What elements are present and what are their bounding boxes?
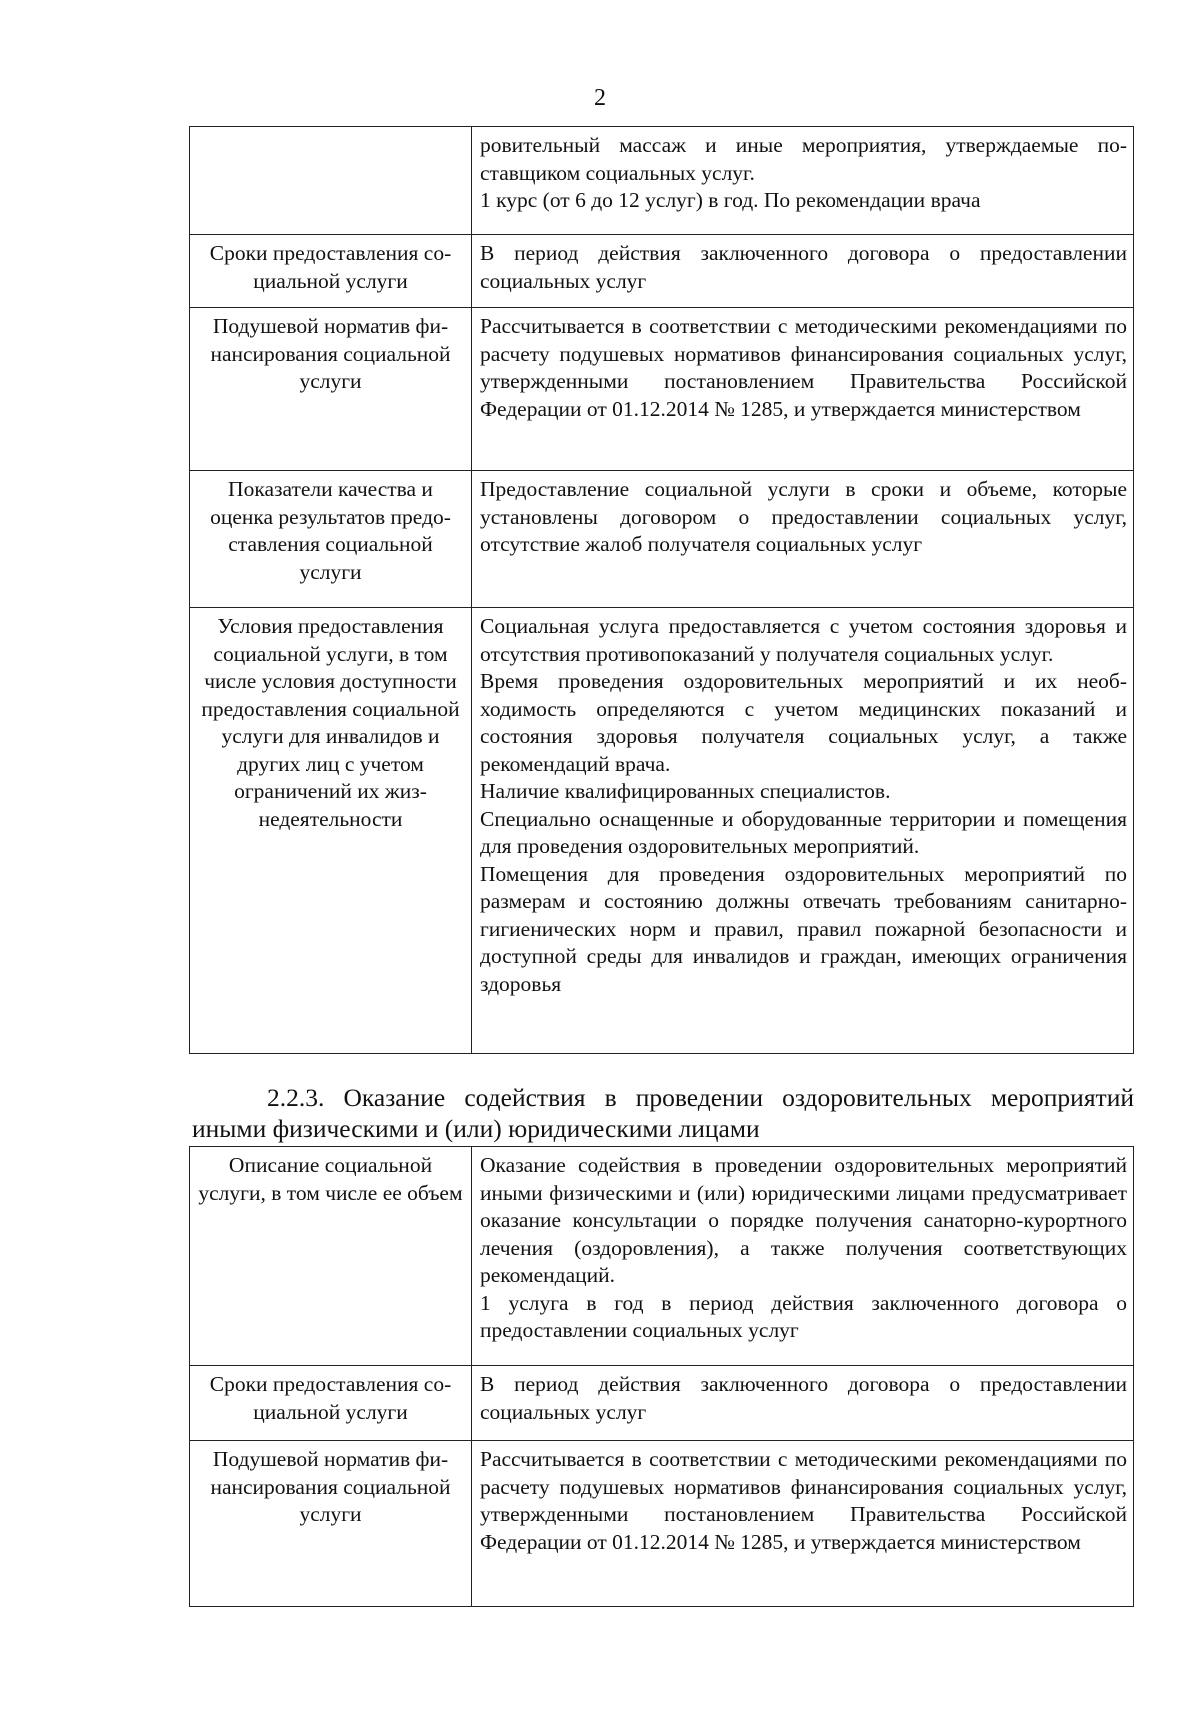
row-label: [190, 127, 472, 235]
value-paragraph: Помещения для проведения оздоровительных мероприятий по размерам и состоянию должны отвечать требованиям санитарно-гигиенических норм и правил, правил пожарной безопасности и доступной среды для инвалидов и граждан, имеющих ограничения здоровья: [480, 861, 1127, 996]
value-paragraph: Время проведения оздоровительных мероприятий и их необходимость определяются с учетом медицинских показаний и состояния здоровья получателя социальных услуг, а также рекомендаций врача.: [480, 669, 1127, 776]
value-paragraph: В период действия заключенного договора о предоставлении социальных услуг: [480, 241, 1127, 293]
row-value: [472, 1366, 1134, 1441]
value-paragraph: Предоставление социальной услуги в сроки и объеме, которые установлены договором о предоставлении социальных услуг, отсутствие жалоб получателя социальных услуг: [480, 477, 1127, 556]
table-row: [190, 127, 1134, 235]
row-label: Показатели качества и оценка результатов предоставления социальной услуги: [190, 471, 472, 608]
table-row: [190, 308, 1134, 471]
value-paragraph: Социальная услуга предоставляется с учетом состояния здоровья и отсутствия противопоказаний у получателя социальных услуг.: [480, 614, 1127, 666]
value-paragraph: 1 курс (от 6 до 12 услуг) в год. По рекомендации врача: [480, 188, 981, 212]
table-row: [190, 471, 1134, 608]
value-paragraph: ровительный массаж и иные мероприятия, утверждаемые поставщиком социальных услуг.: [480, 133, 1127, 185]
row-label: Сроки предоставления социальной услуги: [190, 1366, 472, 1441]
value-paragraph: Специально оснащенные и оборудованные территории и помещения для проведения оздоровительных мероприятий.: [480, 806, 1127, 858]
row-value: [472, 235, 1134, 308]
table-row: [190, 235, 1134, 308]
row-value: [472, 1441, 1134, 1607]
value-paragraph: Наличие квалифицированных специалистов.: [480, 779, 891, 803]
row-label: Сроки предоставления социальной услуги: [190, 235, 472, 308]
section-heading: 2.2.3. Оказание содействия в проведении оздоровительных мероприятий иными физическими и (или) юридическими лицами: [192, 1083, 1134, 1143]
row-value: [472, 471, 1134, 608]
row-label: Описание социальной услуги, в том числе ее объем: [190, 1147, 472, 1366]
value-paragraph: В период действия заключенного договора о предоставлении социальных услуг: [480, 1372, 1127, 1424]
value-paragraph: Рассчитывается в соответствии с методическими рекомендациями по расчету подушевых нормативов финансирования социальных услуг, утвержденными постановлением Правительства Российской Федерации от 01.12.2014 № 1285, и утверждается министерством: [480, 314, 1127, 421]
row-value: [472, 1147, 1134, 1366]
row-value: [472, 127, 1134, 235]
row-value: [472, 308, 1134, 471]
table-row: [190, 1366, 1134, 1441]
value-paragraph: 1 услуга в год в период действия заключенного договора о предоставлении социальных услуг: [480, 1290, 1127, 1342]
table-row: [190, 608, 1134, 1054]
row-label: Подушевой норматив финансирования социальной услуги: [190, 1441, 472, 1607]
table-row: [190, 1147, 1134, 1366]
service-table-2: [189, 1146, 1134, 1607]
row-label: Условия предоставления социальной услуги, в том числе условия доступности предоставления социальной услуги для инвалидов и других лиц с учетом ограничений их жизнедеятельности: [190, 608, 472, 1054]
service-table-1: [189, 126, 1134, 1054]
value-paragraph: Рассчитывается в соответствии с методическими рекомендациями по расчету подушевых нормативов финансирования социальных услуг, утвержденными постановлением Правительства Российской Федерации от 01.12.2014 № 1285, и утверждается министерством: [480, 1447, 1127, 1554]
row-value: [472, 608, 1134, 1054]
table-row: [190, 1441, 1134, 1607]
value-paragraph: Оказание содействия в проведении оздоровительных мероприятий иными физическими и (или) юридическими лицами предусматривает оказание консультации о порядке получения санаторно-курортного лечения (оздоровления), а также получения соответствующих рекомендаций.: [480, 1153, 1127, 1287]
row-label: Подушевой норматив финансирования социальной услуги: [190, 308, 472, 471]
page-number: 2: [594, 85, 606, 111]
